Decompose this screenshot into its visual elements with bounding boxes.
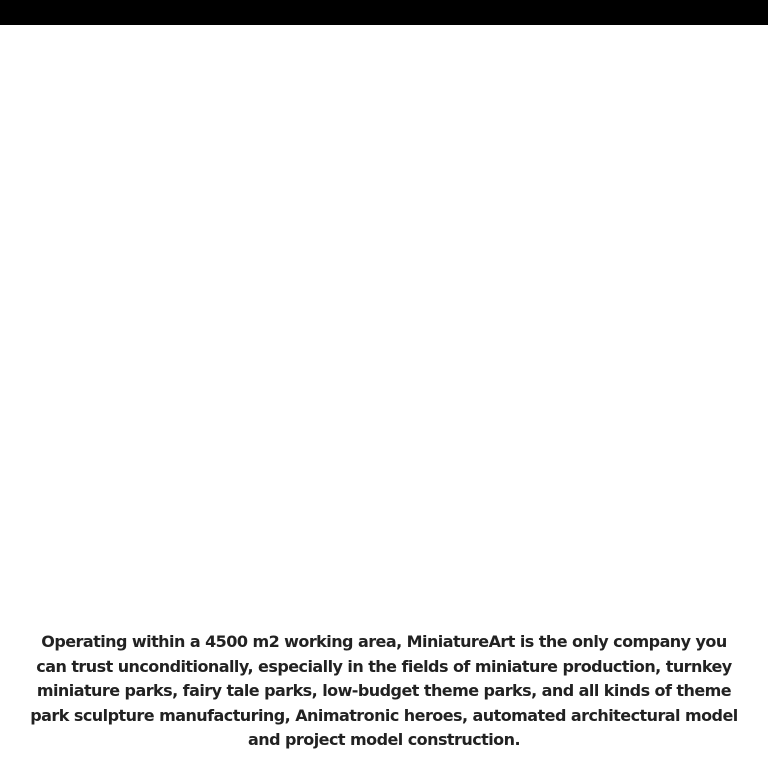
company-description-text: Operating within a 4500 m2 working area, MiniatureArt is the only company you can trust unconditionally, especially in the fields of miniature production, turnkey miniature parks, fairy tale parks, low-budget theme parks, and all kinds of theme park sculpture manufacturing, Animatronic heroes, automated architectural model and project model construction. (30, 632, 738, 749)
top-bar (0, 0, 768, 25)
